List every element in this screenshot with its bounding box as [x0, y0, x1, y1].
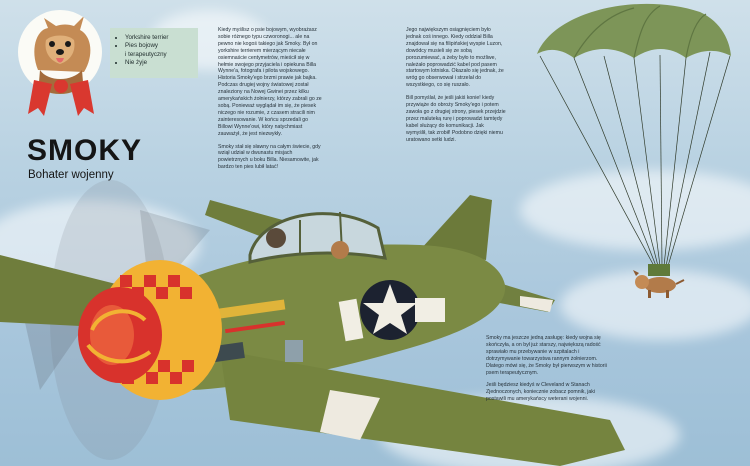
fact-item: • Yorkshire terrier	[125, 34, 192, 42]
fact-item: i terapeutyczny	[125, 50, 167, 58]
text-column-2	[406, 27, 506, 150]
page-subtitle: Bohater wojenny	[28, 169, 114, 181]
paragraph: Kiedy myślisz o psie bojowym, wyobrażasz sobie różnego typu czworonogi... ale na pewno nie kogoś takiego jak Smoky. Był on yorkshire terrierem mierzącym niecałe osiemnaście centymetrów, mieścił się w hełmie swojego przyjaciela i opiekuna Billa Wynne'a, fotografa i pilota wojskowego. Historia Smoky'ego brzmi prawie jak bajka. Podczas drugiej wojny światowej został znaleziony na Nowej Gwinei przez kilku amerykańskich żołnierzy, którzy zabrali go ze sobą. Ponieważ wyglądał im się, że piesek niczego nie rozumie, z czasem stracili nim zainteresowanie. W końcu sprzedali go Billowi Wynne'owi, który natychmiast zauważył, że jest niezwykły.	[218, 27, 322, 137]
fact-item: • Nie żyje	[125, 59, 192, 67]
paragraph: Smoky ma jeszcze jedną zasługę: kiedy wojna się skończyła, a on był już starszy, największą radość sprawiało mu przebywanie w szpitalach i dotrzymywanie towarzystwa rannym żołnierzom. Dlatego mówi się, że Smoky był pierwszym w historii psem terapeutycznym.	[486, 335, 607, 376]
ribbon-icon	[22, 80, 100, 120]
page-title: SMOKY	[27, 134, 143, 167]
paragraph: Bill pomyślał, że jeśli jakiś konie! kiedy przywiąże do obroży Smoky'ego i potem zawoła go z drugiej strony, piesek przejdzie przez maluteką rurę i poprowadzi tamtędy kabel służący do komunikacji. Jak wymyślił, tak zrobił! Podobno dzięki niemu uratowano setki ludzi.	[406, 95, 506, 143]
paragraph: Smoky stał się sławny na całym świecie, gdy wziął udział w dwunastu misjach powietrznych u boku Billa. Niesamowite, jak bardzo ten pies lubił latać!	[218, 143, 321, 171]
text-column-1	[218, 27, 322, 177]
fact-item: • Pies bojowy	[125, 42, 192, 50]
paragraph: Jego największym osiągnięciem było jednak coś innego. Kiedy oddział Billa znajdował się na filipińskiej wyspie Luzon, dowódcy musieli się ze sobą porozumiewać, a żeby było to możliwe, należało poprowadzić kabel pod pasem startowym lotniska. Okazało się jednak, że wróg go obserwował i strzelał do wszystkiego, co się ruszało.	[406, 27, 504, 89]
text-column-3	[486, 335, 612, 409]
paragraph: Jeśli będziesz kiedyś w Cleveland w Stanach Zjednoczonych, koniecznie zobacz pomnik, jaki postawili mu amerykańscy weterani wojenni.	[486, 382, 595, 403]
facts-box	[110, 28, 198, 78]
